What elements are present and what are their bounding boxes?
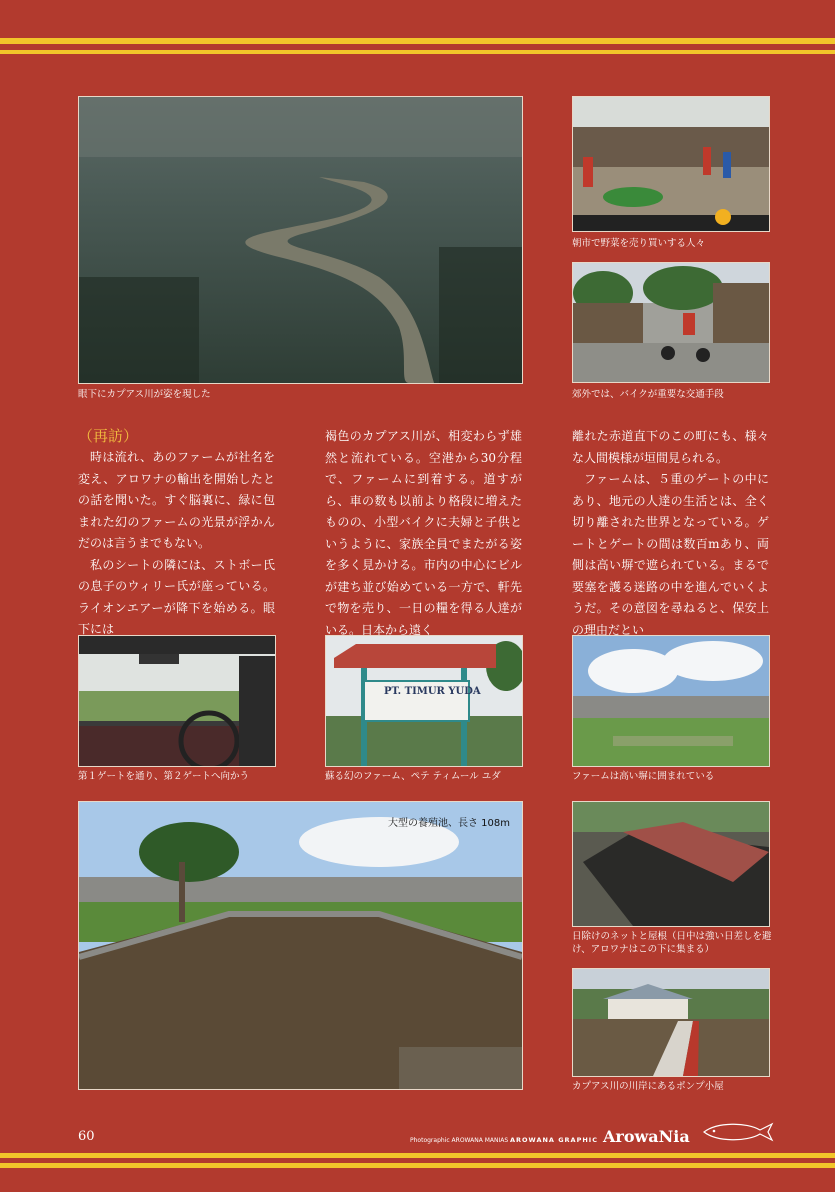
aerial-river-photo xyxy=(78,96,523,384)
arowana-fish-icon xyxy=(702,1120,774,1144)
farm-sign-photo xyxy=(325,635,523,767)
market-photo-caption: 朝市で野菜を売り買いする人々 xyxy=(572,238,706,249)
car-gate-photo xyxy=(78,635,276,767)
pump-house-photo xyxy=(572,968,770,1077)
article-heading: （再訪） xyxy=(78,427,139,445)
motorbike-photo xyxy=(572,262,770,383)
car-gate-photo-caption: 第１ゲートを通り、第２ゲートへ向かう xyxy=(78,771,250,782)
article-paragraph-4: 離れた赤道直下のこの町にも、様々な人間模様が垣間見られる。 xyxy=(572,429,769,465)
breeding-pond-photo xyxy=(78,801,523,1090)
shade-net-photo-caption: 日除けのネットと屋根（日中は強い日差しを避け、アロワナはこの下に集まる） xyxy=(572,931,772,955)
article-column-3 xyxy=(572,426,769,641)
farm-sign-text: PT. TIMUR YUDA xyxy=(384,686,481,697)
article-paragraph-1: 時は流れ、あのファームが社名を変え、アロワナの輸出を開始したとの話を聞いた。すぐ脳裏に、緑に包まれた幻のファームの光景が浮かんだのは言うまでもない。 xyxy=(78,450,275,550)
farm-sign-photo-caption: 蘇る幻のファーム、ペテ ティムール ユダ xyxy=(325,771,501,782)
aerial-photo-caption: 眼下にカプアス川が姿を現した xyxy=(78,389,211,400)
footer-logo: ArowaNia xyxy=(603,1127,690,1146)
bottom-stripe-lower xyxy=(0,1163,835,1168)
top-stripe-upper xyxy=(0,38,835,44)
article-column-2 xyxy=(325,426,522,641)
market-photo xyxy=(572,96,770,232)
pond-inset-label: 大型の養殖池、長さ 108m xyxy=(387,818,510,829)
bottom-stripe-upper xyxy=(0,1153,835,1158)
article-paragraph-3: 褐色のカプアス川が、相変わらず雄然と流れている。空港から30分程で、ファームに到着する。道すがら、車の数も以前より格段に増えたものの、小型バイクに夫婦と子供というように、家族全員でまたがる姿を多く見かける。市内の中心にビルが建ち並び始めている一方で、軒先で物を売り、一日の糧を得る人達がいる。日本から遠く xyxy=(325,429,522,637)
top-stripe-lower xyxy=(0,50,835,54)
article-column-1 xyxy=(78,426,275,641)
farm-wall-photo xyxy=(572,635,770,767)
footer-series: AROWANA GRAPHIC xyxy=(510,1136,598,1144)
footer-credit: Photographic AROWANA MANIAS xyxy=(410,1137,509,1144)
farm-wall-photo-caption: ファームは高い塀に囲まれている xyxy=(572,771,715,782)
shade-net-photo xyxy=(572,801,770,927)
pump-house-photo-caption: カプアス川の川岸にあるポンプ小屋 xyxy=(572,1081,724,1092)
motorbike-photo-caption: 郊外では、バイクが重要な交通手段 xyxy=(572,389,724,400)
article-paragraph-2: 私のシートの隣には、ストボー氏の息子のウィリー氏が座っている。ライオンエアーが降下を始める。眼下には xyxy=(78,557,275,636)
article-paragraph-5: ファームは、５重のゲートの中にあり、地元の人達の生活とは、全く切り離された世界となっている。ゲートとゲートの間は数百mあり、両側は高い塀で遮られている。まるで要塞を護る迷路の中を進んでいくようだ。その意図を尋ねると、保安上の理由だとい xyxy=(572,472,769,637)
page-number: 60 xyxy=(78,1129,95,1144)
